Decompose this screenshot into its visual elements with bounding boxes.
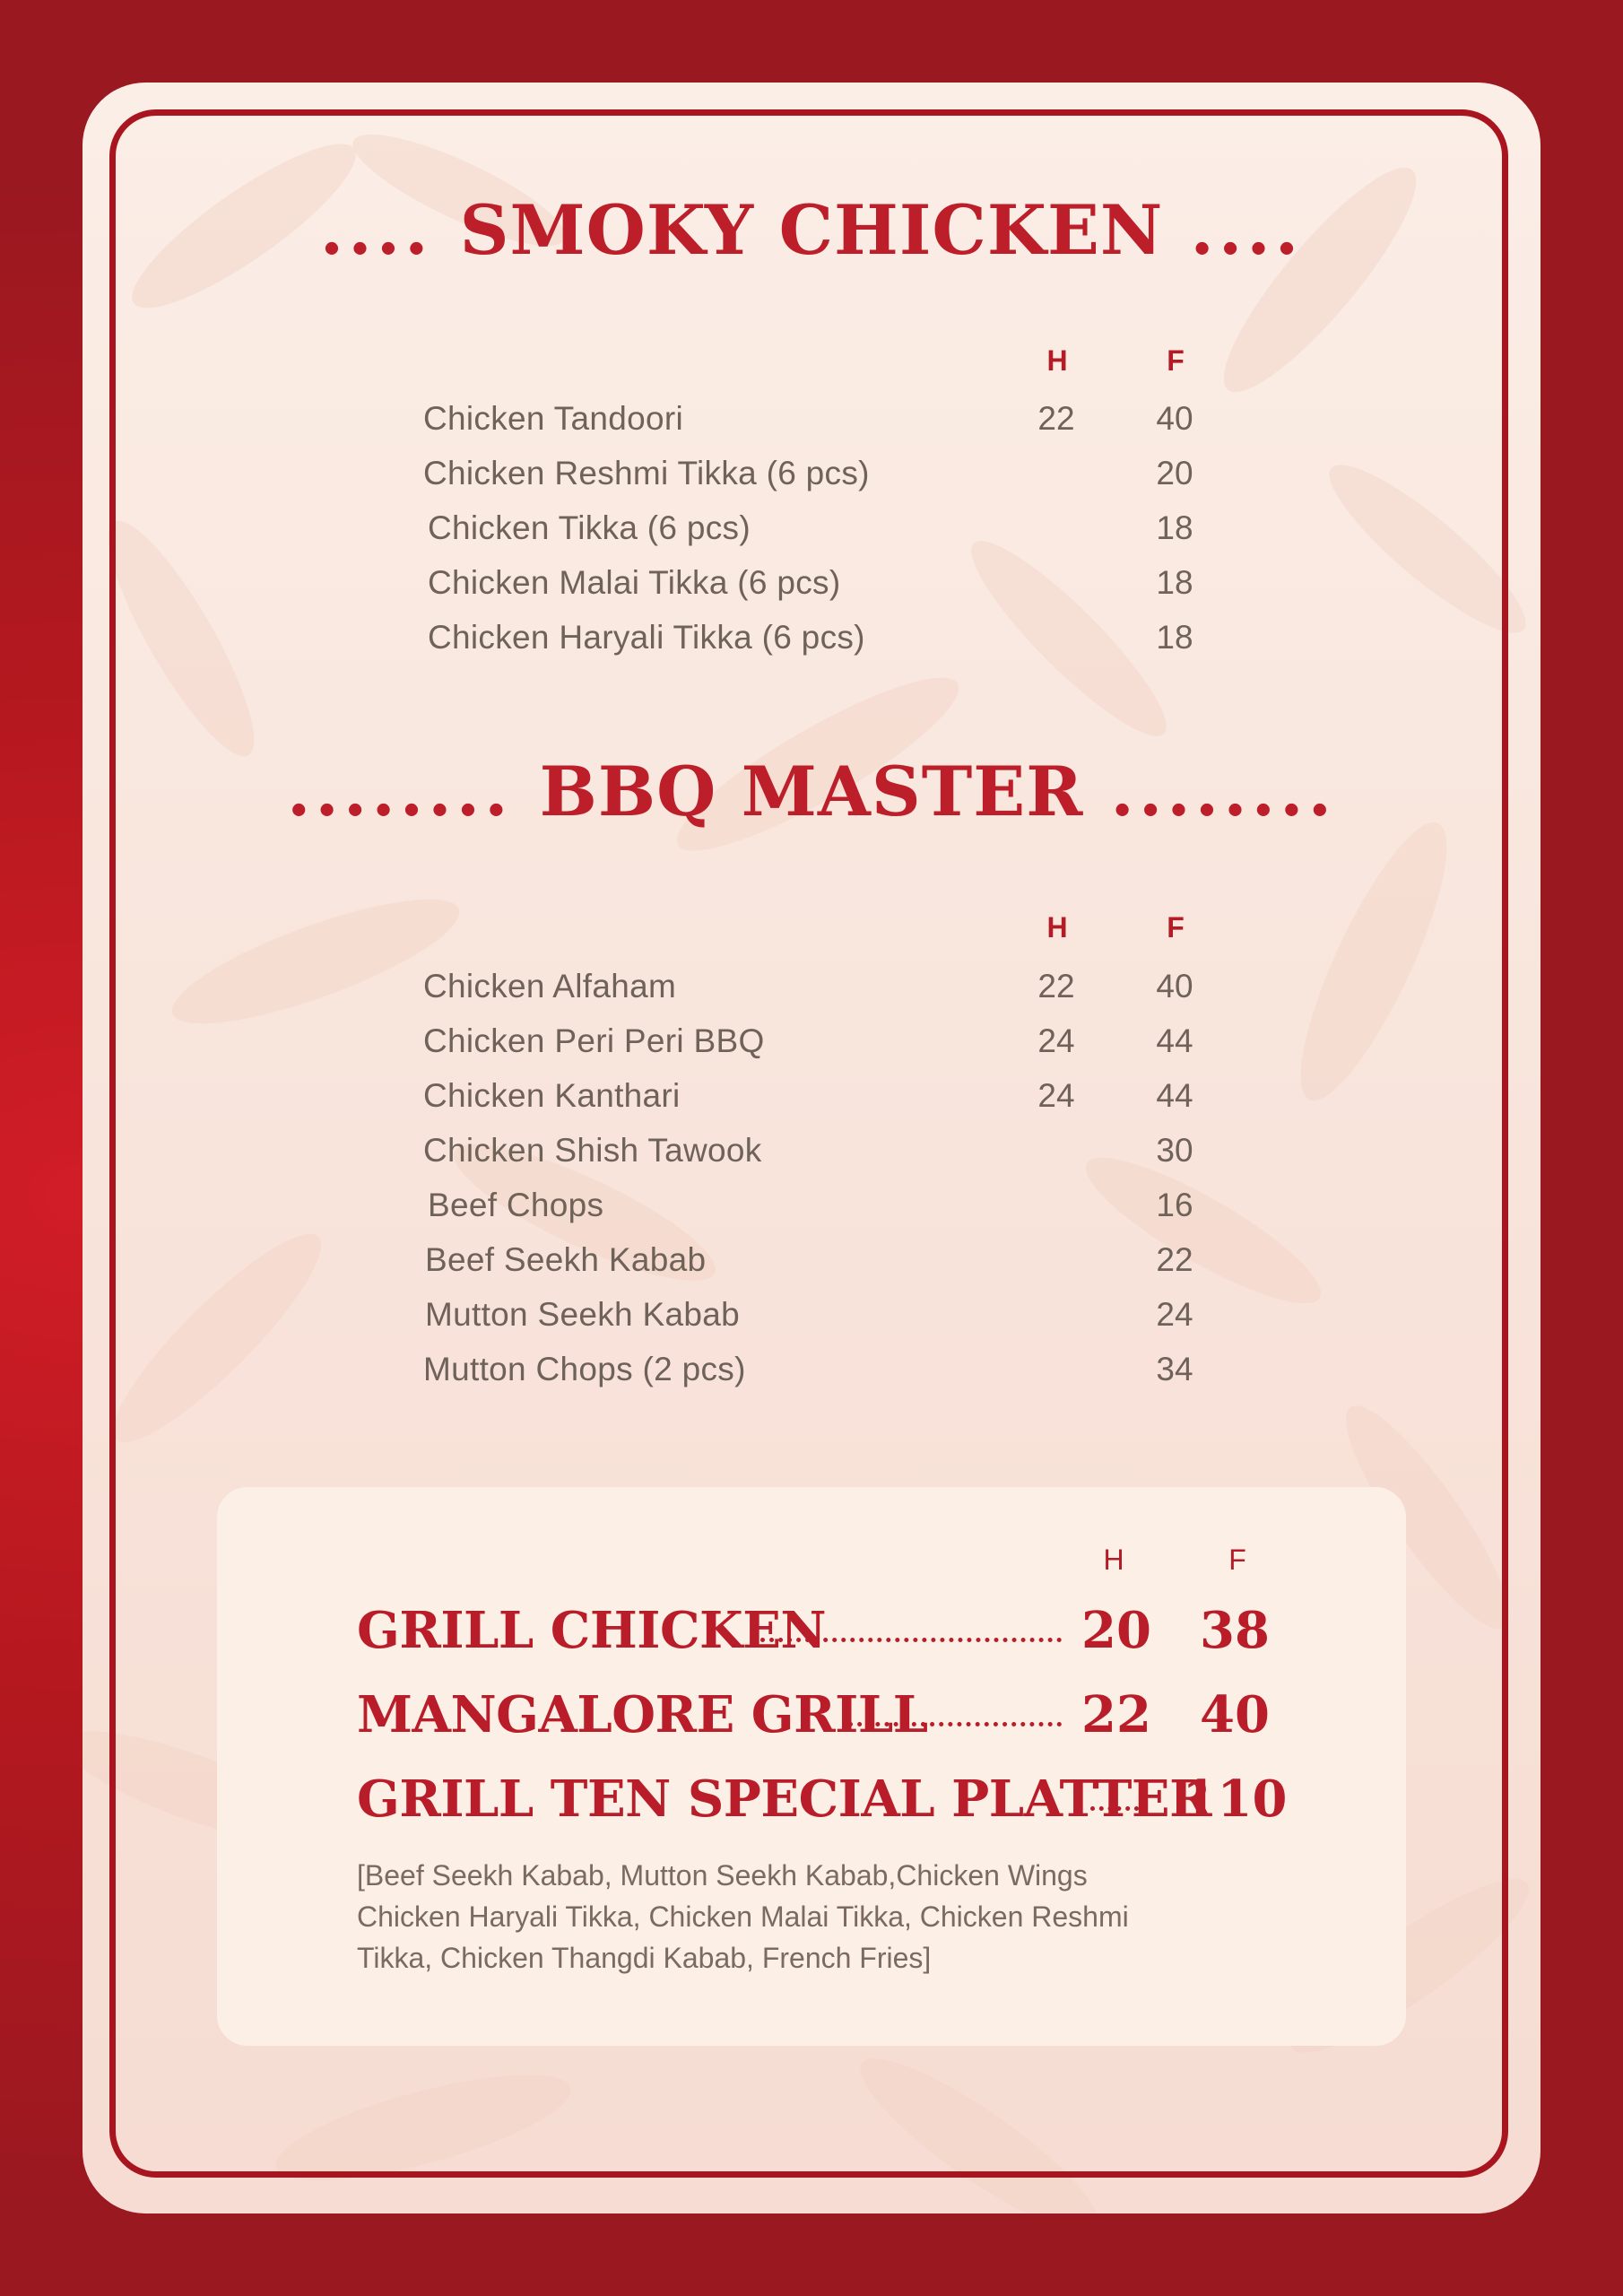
menu-item-price-f: 20 — [1156, 455, 1193, 491]
column-header-f: F — [1167, 344, 1185, 377]
menu-item-price-f: 24 — [1156, 1296, 1193, 1333]
dotted-leader — [751, 1638, 1062, 1642]
column-header-h: H — [1046, 344, 1068, 377]
menu-item-name: Chicken Peri Peri BBQ — [423, 1022, 765, 1059]
grill-item-name: GRILL CHICKEN — [357, 1601, 827, 1660]
grill-item-price-f: 40 — [1200, 1685, 1270, 1744]
column-header-f: F — [1228, 1544, 1246, 1576]
menu-item-price-f: 30 — [1156, 1132, 1193, 1169]
grill-item-price-h: 20 — [1081, 1601, 1151, 1660]
menu-item-price-f: 16 — [1156, 1187, 1193, 1223]
grill-item-name: GRILL TEN SPECIAL PLATTER — [357, 1770, 1211, 1829]
title-dots-right: .... — [1190, 190, 1304, 270]
menu-item-name: Chicken Malai Tikka (6 pcs) — [428, 564, 841, 601]
menu-item-price-h: 24 — [1037, 1077, 1075, 1114]
platter-description: [Beef Seekh Kabab, Mutton Seekh Kabab,Chicken Wings Chicken Haryali Tikka, Chicken Malai Tikka, Chicken Reshmi Tikka, Chicken Thangdi Kabab, French Fries] — [357, 1859, 1129, 1974]
menu-item-name: Beef Chops — [428, 1187, 604, 1223]
menu-item-price-f: 22 — [1156, 1241, 1193, 1278]
menu-item-name: Chicken Tikka (6 pcs) — [428, 509, 751, 546]
column-header-f: F — [1167, 911, 1185, 944]
menu-item-name: Mutton Chops (2 pcs) — [423, 1351, 746, 1387]
column-header-h: H — [1046, 911, 1068, 944]
menu-item-price-f: 44 — [1156, 1022, 1193, 1059]
grill-item-price-f: 38 — [1200, 1601, 1270, 1660]
menu-item-name: Mutton Seekh Kabab — [425, 1296, 740, 1333]
dotted-leader — [848, 1722, 1062, 1726]
menu-item-name: Chicken Reshmi Tikka (6 pcs) — [423, 455, 870, 491]
dotted-leader — [1090, 1806, 1139, 1811]
menu-item-price-f: 18 — [1156, 619, 1193, 656]
title-dots-left: ........ — [286, 752, 513, 831]
menu-item-price-f: 40 — [1156, 400, 1193, 437]
menu-item-price-h: 22 — [1037, 968, 1075, 1004]
grill-item-price-f: 110 — [1182, 1770, 1288, 1829]
menu-item-name: Chicken Shish Tawook — [423, 1132, 762, 1169]
menu-item-name: Beef Seekh Kabab — [425, 1241, 707, 1278]
column-header-h: H — [1103, 1544, 1124, 1576]
menu-item-price-h: 22 — [1037, 400, 1075, 437]
menu-item-name: Chicken Haryali Tikka (6 pcs) — [428, 619, 865, 656]
grill-item-price-h: 22 — [1081, 1685, 1151, 1744]
menu-item-price-f: 34 — [1156, 1351, 1193, 1387]
menu-item-price-f: 18 — [1156, 509, 1193, 546]
menu-item-name: Chicken Alfaham — [423, 968, 677, 1004]
title-dots-left: .... — [319, 190, 433, 270]
section-title-text: SMOKY CHICKEN — [459, 190, 1164, 270]
menu-item-name: Chicken Kanthari — [423, 1077, 681, 1114]
section-title-bbq-master — [0, 752, 1623, 831]
section-title-smoky-chicken — [0, 190, 1623, 270]
menu-item-price-h: 24 — [1037, 1022, 1075, 1059]
grill-item-name: MANGALORE GRILL — [357, 1685, 928, 1744]
menu-item-price-f: 44 — [1156, 1077, 1193, 1114]
menu-item-price-f: 18 — [1156, 564, 1193, 601]
section-title-text: BBQ MASTER — [539, 752, 1084, 831]
title-dots-right: ........ — [1110, 752, 1337, 831]
menu-item-price-f: 40 — [1156, 968, 1193, 1004]
menu-item-name: Chicken Tandoori — [423, 400, 684, 437]
